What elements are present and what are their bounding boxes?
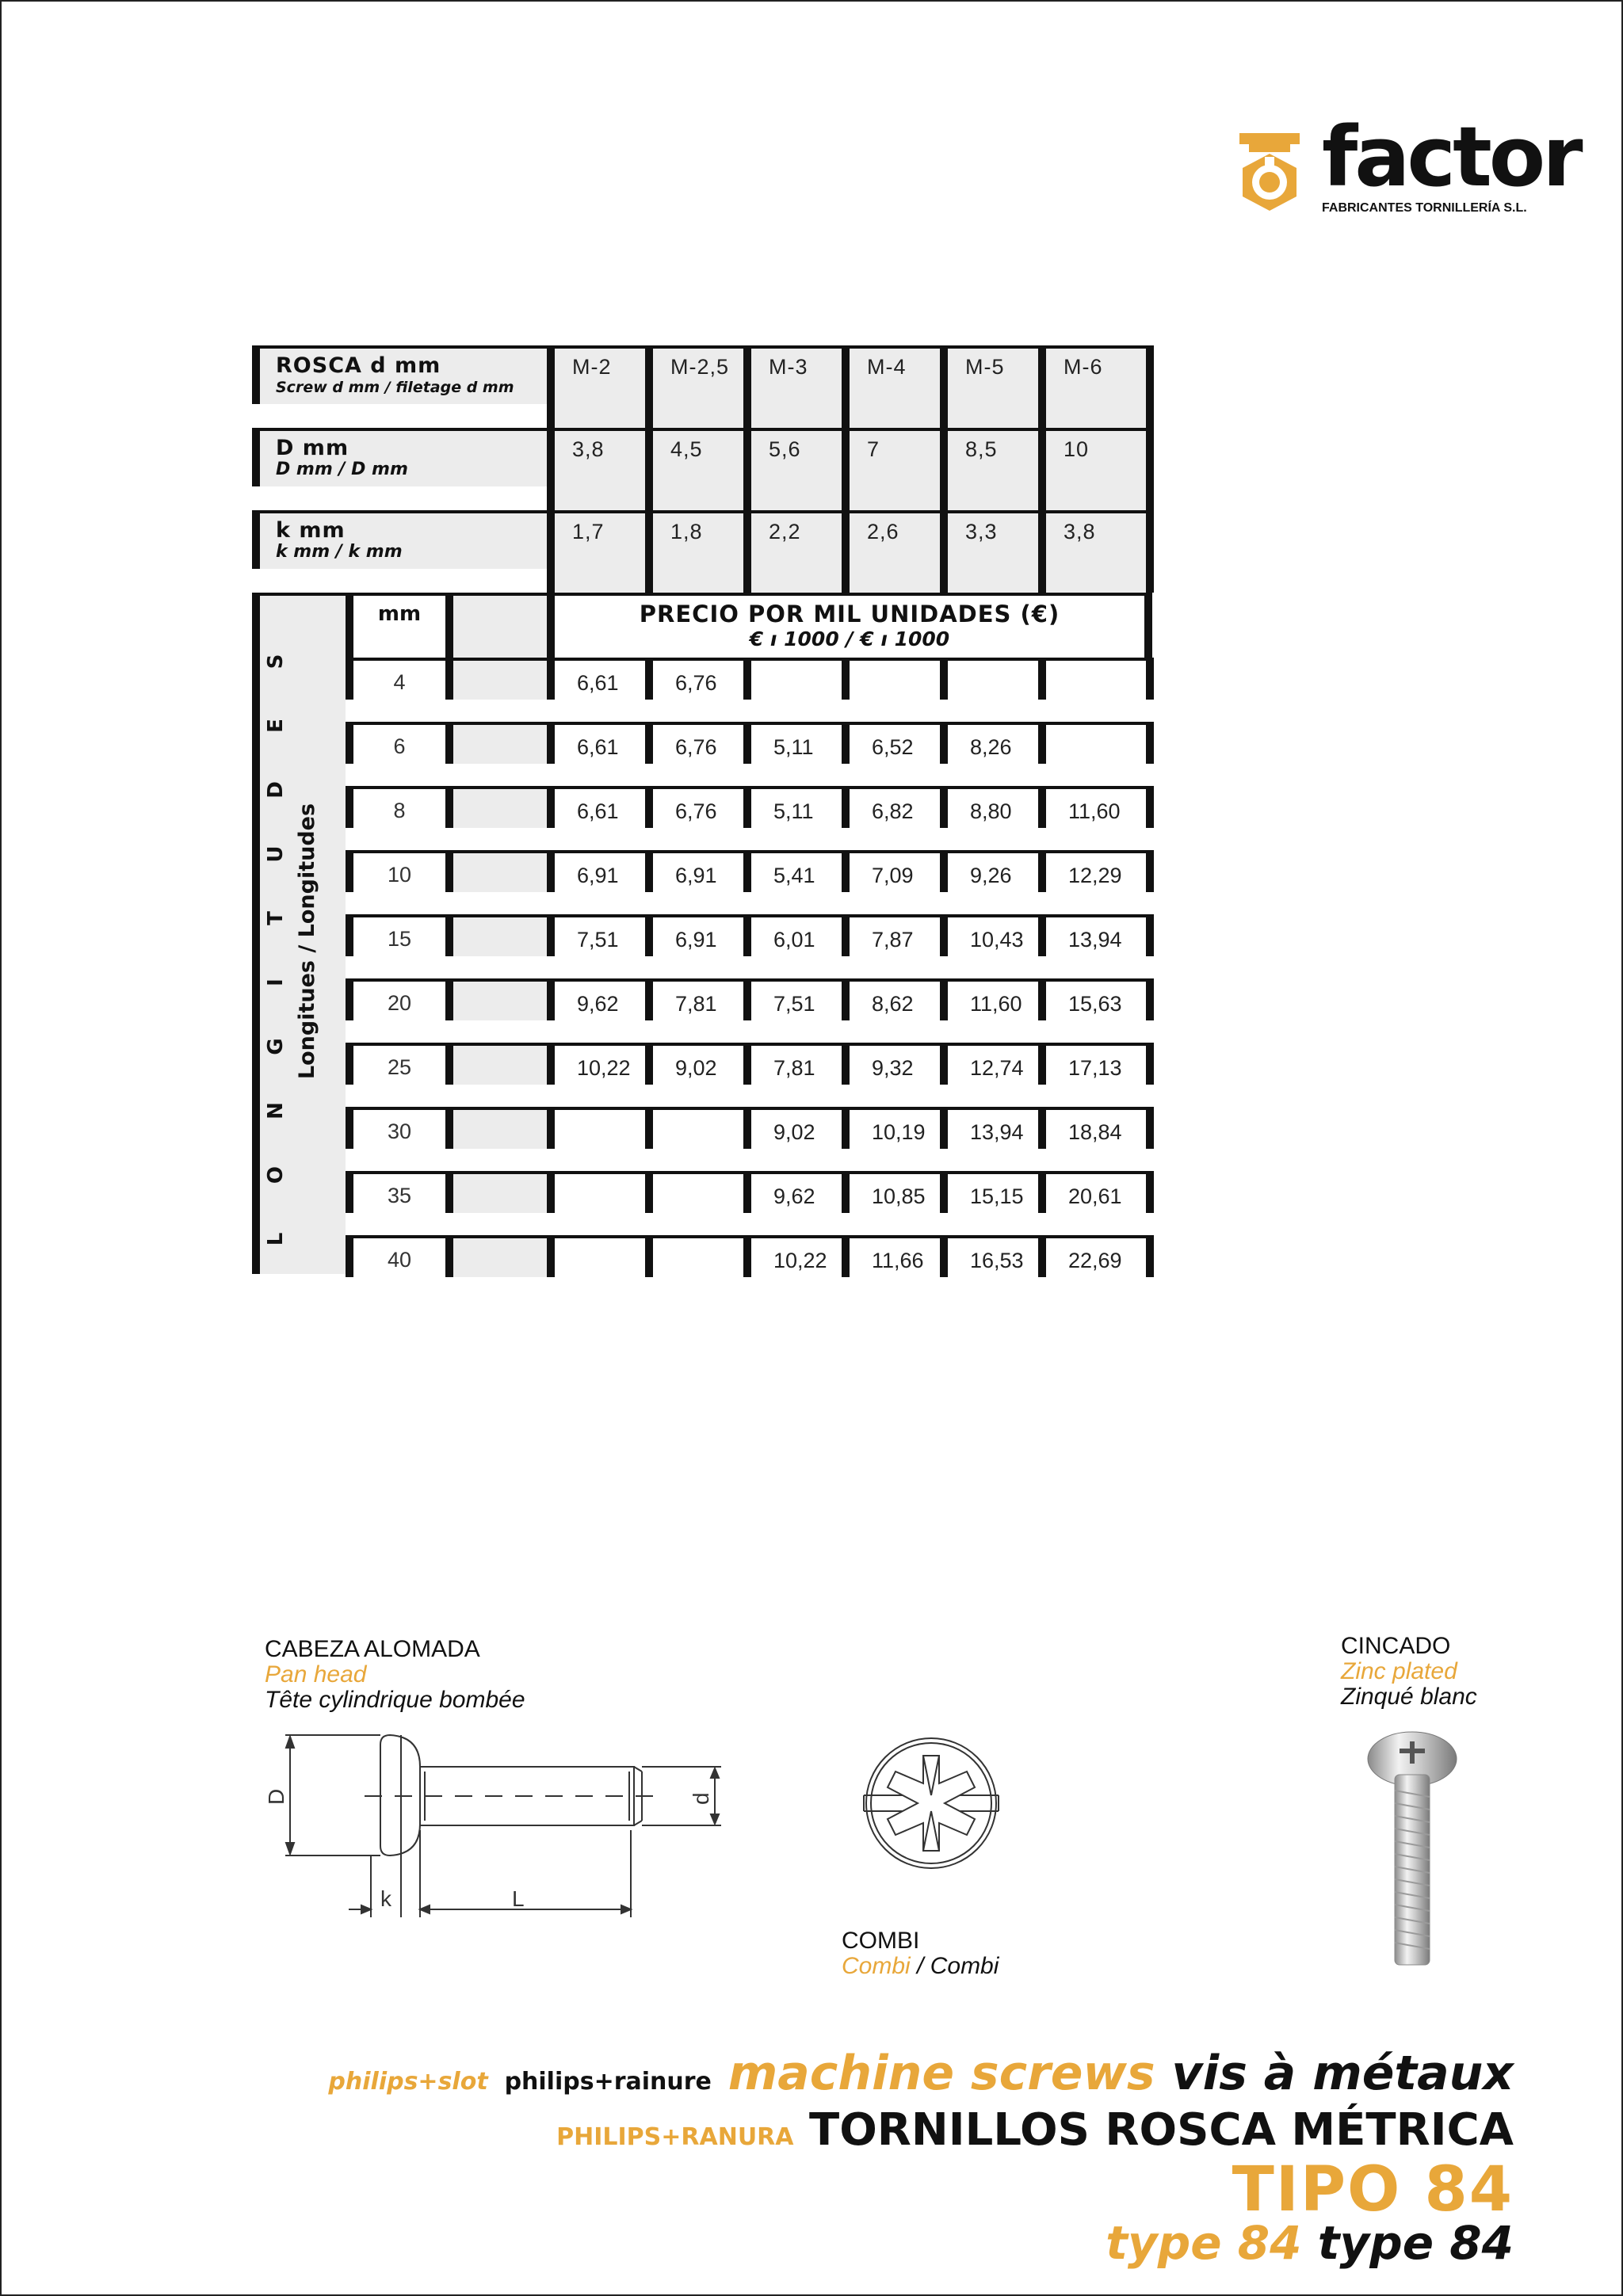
head-caption-fr: Tête cylindrique bombée xyxy=(265,1687,525,1713)
price-cell xyxy=(547,1107,645,1149)
title-es-small: PHILIPS+RANURA xyxy=(556,2123,794,2151)
price-cell: 6,76 xyxy=(645,786,743,828)
price-cell: 9,02 xyxy=(743,1107,842,1149)
title-line-2 xyxy=(325,2104,1514,2161)
price-cell: 9,26 xyxy=(940,850,1038,892)
price-cell: 12,74 xyxy=(940,1043,1038,1085)
price-cell: 10,85 xyxy=(842,1171,940,1213)
spec-value-cell: 1,8 xyxy=(645,510,743,593)
spec-row-label xyxy=(252,510,547,569)
finish-caption-es: CINCADO xyxy=(1341,1633,1451,1659)
side-label-sub: Longitues / Longitudes xyxy=(295,803,319,1080)
price-cell: 6,82 xyxy=(842,786,940,828)
side-label-letter: G xyxy=(264,1038,288,1055)
blank-cell xyxy=(445,1235,547,1277)
drive-caption xyxy=(842,1928,999,1979)
price-header xyxy=(547,593,1152,658)
spec-label: D mm xyxy=(276,436,349,460)
mm-header: mm xyxy=(346,593,445,658)
price-cell: 6,76 xyxy=(645,722,743,764)
price-title: PRECIO POR MIL UNIDADES (€) xyxy=(639,601,1060,627)
price-cell: 9,32 xyxy=(842,1043,940,1085)
price-cell xyxy=(547,1235,645,1277)
finish-caption-fr: Zinqué blanc xyxy=(1341,1684,1477,1710)
spec-value-cell: M-2 xyxy=(547,345,645,428)
price-cell: 6,76 xyxy=(645,658,743,700)
price-cell xyxy=(743,658,842,700)
spec-label: k mm xyxy=(276,518,346,543)
price-cell: 6,91 xyxy=(645,850,743,892)
price-cell: 5,11 xyxy=(743,722,842,764)
dim-label-L: L xyxy=(512,1886,525,1911)
screw-technical-drawing xyxy=(262,1719,753,1925)
price-table xyxy=(252,345,1152,1274)
length-cell: 8 xyxy=(346,786,445,828)
price-cell xyxy=(940,658,1038,700)
spec-value-cell: M-3 xyxy=(743,345,842,428)
dim-label-D: D xyxy=(264,1788,288,1805)
price-cell: 11,60 xyxy=(1038,786,1154,828)
price-cell: 10,22 xyxy=(547,1043,645,1085)
side-label-letter: L xyxy=(264,1232,288,1246)
price-cell: 6,61 xyxy=(547,722,645,764)
screw-photo xyxy=(1355,1727,1466,1973)
spec-sublabel: D mm / D mm xyxy=(276,460,408,479)
blank-cell xyxy=(445,786,547,828)
length-cell: 30 xyxy=(346,1107,445,1149)
price-cell xyxy=(645,1107,743,1149)
price-cell: 7,87 xyxy=(842,914,940,956)
length-cell: 35 xyxy=(346,1171,445,1213)
price-cell: 7,09 xyxy=(842,850,940,892)
drive-caption-es: COMBI xyxy=(842,1928,920,1954)
title-es-big: TORNILLOS ROSCA MÉTRICA xyxy=(809,2104,1514,2156)
price-cell: 8,80 xyxy=(940,786,1038,828)
price-cell: 7,81 xyxy=(645,978,743,1020)
spec-value-cell: 5,6 xyxy=(743,428,842,510)
price-cell: 7,51 xyxy=(743,978,842,1020)
price-cell: 16,53 xyxy=(940,1235,1038,1277)
price-cell: 11,60 xyxy=(940,978,1038,1020)
blank-cell xyxy=(445,1171,547,1213)
price-cell xyxy=(842,658,940,700)
title-line-1 xyxy=(325,2046,1514,2107)
price-cell: 8,26 xyxy=(940,722,1038,764)
spec-value-cell: M-5 xyxy=(940,345,1038,428)
price-cell: 6,52 xyxy=(842,722,940,764)
price-cell: 6,61 xyxy=(547,658,645,700)
price-subtitle: € ı 1000 / € ı 1000 xyxy=(749,627,950,650)
brand-logo xyxy=(1236,109,1580,222)
blank-header xyxy=(445,593,547,658)
title-type-fr: type 84 xyxy=(1317,2216,1514,2270)
price-cell xyxy=(645,1235,743,1277)
blank-cell xyxy=(445,1043,547,1085)
factor-logo-icon xyxy=(1236,133,1303,212)
spec-label: ROSCA d mm xyxy=(276,353,441,378)
title-fr-small: philips+rainure xyxy=(504,2068,712,2096)
price-cell: 10,19 xyxy=(842,1107,940,1149)
side-label-letter: U xyxy=(264,845,288,863)
price-cell: 11,66 xyxy=(842,1235,940,1277)
side-label-letter: N xyxy=(264,1102,288,1119)
price-cell: 7,51 xyxy=(547,914,645,956)
price-cell: 6,61 xyxy=(547,786,645,828)
price-cell: 18,84 xyxy=(1038,1107,1154,1149)
price-cell: 20,61 xyxy=(1038,1171,1154,1213)
price-cell: 15,63 xyxy=(1038,978,1154,1020)
side-label-letter: E xyxy=(264,719,288,733)
price-cell xyxy=(1038,658,1154,700)
title-fr-big: vis à métaux xyxy=(1171,2046,1514,2101)
finish-caption xyxy=(1341,1634,1477,1710)
dim-label-d: d xyxy=(689,1792,713,1805)
price-cell: 12,29 xyxy=(1038,850,1154,892)
spec-value-cell: 1,7 xyxy=(547,510,645,593)
spec-sublabel: Screw d mm / filetage d mm xyxy=(276,379,514,396)
price-cell: 6,01 xyxy=(743,914,842,956)
title-line-4 xyxy=(325,2216,1514,2270)
brand-subtitle: FABRICANTES TORNILLERÍA S.L. xyxy=(1322,201,1527,215)
side-label-letter: I xyxy=(264,978,288,986)
length-cell: 4 xyxy=(346,658,445,700)
price-cell: 6,91 xyxy=(645,914,743,956)
blank-cell xyxy=(445,722,547,764)
spec-value-cell: 3,8 xyxy=(1038,510,1154,593)
spec-row-label xyxy=(252,345,547,404)
drive-caption-fr: Combi xyxy=(930,1953,999,1979)
spec-value-cell: 3,8 xyxy=(547,428,645,510)
length-cell: 20 xyxy=(346,978,445,1020)
price-cell: 5,11 xyxy=(743,786,842,828)
price-cell xyxy=(547,1171,645,1213)
price-cell: 8,62 xyxy=(842,978,940,1020)
title-type-en: type 84 xyxy=(1106,2216,1302,2270)
price-cell: 10,43 xyxy=(940,914,1038,956)
price-cell: 7,81 xyxy=(743,1043,842,1085)
spec-value-cell: M-6 xyxy=(1038,345,1154,428)
blank-cell xyxy=(445,914,547,956)
brand-name: factor xyxy=(1322,109,1580,205)
price-cell: 10,22 xyxy=(743,1235,842,1277)
spec-value-cell: 3,3 xyxy=(940,510,1038,593)
blank-cell xyxy=(445,978,547,1020)
price-cell xyxy=(645,1171,743,1213)
length-cell: 15 xyxy=(346,914,445,956)
drive-caption-en: Combi xyxy=(842,1953,911,1979)
spec-value-cell: 7 xyxy=(842,428,940,510)
blank-cell xyxy=(445,658,547,700)
finish-caption-en: Zinc plated xyxy=(1341,1658,1457,1684)
dim-label-k: k xyxy=(380,1886,391,1911)
price-cell: 13,94 xyxy=(940,1107,1038,1149)
price-cell: 9,02 xyxy=(645,1043,743,1085)
price-cell: 5,41 xyxy=(743,850,842,892)
price-cell: 6,91 xyxy=(547,850,645,892)
drive-caption-sep: / xyxy=(910,1953,930,1979)
title-en-big: machine screws xyxy=(727,2046,1155,2101)
price-cell xyxy=(1038,722,1154,764)
blank-cell xyxy=(445,850,547,892)
spec-row-label xyxy=(252,428,547,486)
length-cell: 40 xyxy=(346,1235,445,1277)
combi-drive-icon xyxy=(848,1732,1014,1875)
side-label-letter: T xyxy=(264,911,288,925)
head-caption-es: CABEZA ALOMADA xyxy=(265,1636,480,1662)
spec-sublabel: k mm / k mm xyxy=(276,542,403,562)
length-cell: 25 xyxy=(346,1043,445,1085)
price-cell: 9,62 xyxy=(547,978,645,1020)
price-cell: 22,69 xyxy=(1038,1235,1154,1277)
side-label-letter: S xyxy=(264,654,288,669)
spec-value-cell: M-4 xyxy=(842,345,940,428)
length-cell: 6 xyxy=(346,722,445,764)
blank-cell xyxy=(445,1107,547,1149)
price-cell: 13,94 xyxy=(1038,914,1154,956)
title-tipo: TIPO 84 xyxy=(1232,2154,1514,2225)
side-label-letter: D xyxy=(264,781,288,799)
title-block xyxy=(325,2046,1514,2270)
side-label-letter: O xyxy=(264,1165,288,1184)
spec-value-cell: 2,2 xyxy=(743,510,842,593)
price-cell: 9,62 xyxy=(743,1171,842,1213)
length-cell: 10 xyxy=(346,850,445,892)
spec-value-cell: 4,5 xyxy=(645,428,743,510)
spec-value-cell: 2,6 xyxy=(842,510,940,593)
price-cell: 15,15 xyxy=(940,1171,1038,1213)
spec-value-cell: M-2,5 xyxy=(645,345,743,428)
head-caption-en: Pan head xyxy=(265,1661,367,1688)
spec-value-cell: 8,5 xyxy=(940,428,1038,510)
spec-value-cell: 10 xyxy=(1038,428,1154,510)
title-en-small: philips+slot xyxy=(328,2068,488,2096)
head-caption xyxy=(265,1637,525,1713)
price-cell: 17,13 xyxy=(1038,1043,1154,1085)
